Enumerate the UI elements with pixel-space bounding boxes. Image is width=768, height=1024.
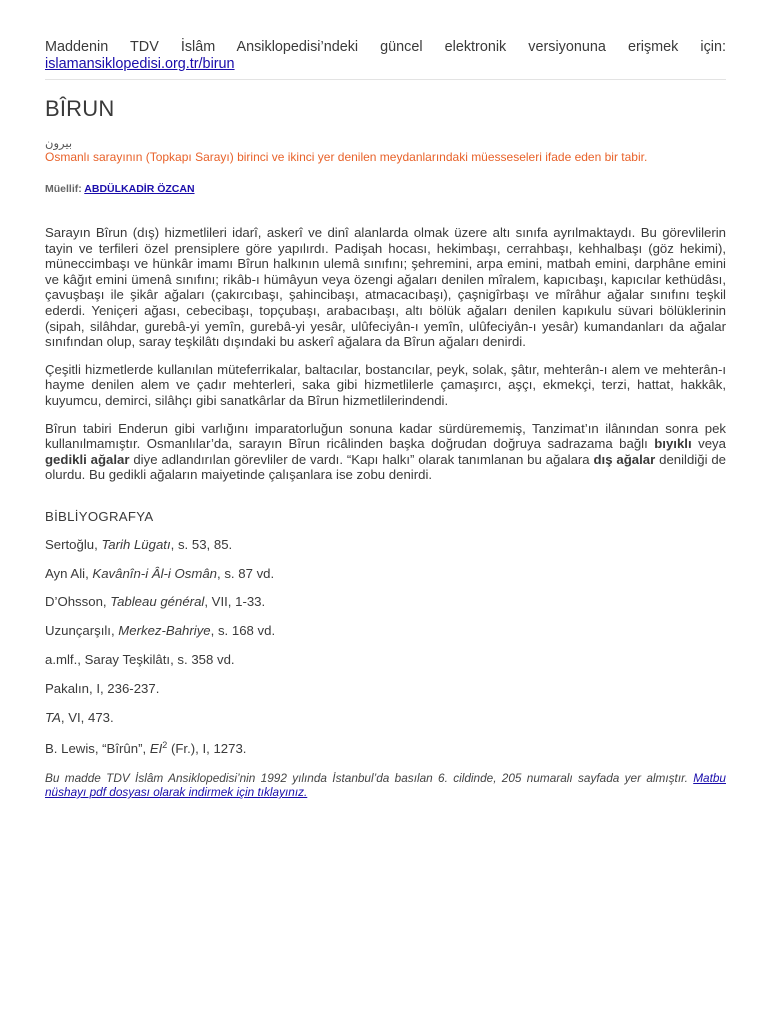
body-paragraph-2: Çeşitli hizmetlerde kullanılan müteferrikalar, baltacılar, bostancılar, peyk, solak, şâtır, mehterân-ı alem ve mehterân-ı hayme denilen alem ve çadır mehterleri, saka gibi hizmetlilerle çamaşırcı, aşçı, ekmekçi, terzi, hattat, hakkâk, kuyumcu, demirci, silâhçı gibi sanatkârlar da Bîrun hizmetlilerindendi. <box>45 361 726 408</box>
bibliography-item: a.mlf., Saray Teşkilâtı, s. 358 vd. <box>45 652 235 668</box>
header-divider <box>45 79 726 80</box>
bibliography-item: Ayn Ali, Kavânîn-i Âl-i Osmân, s. 87 vd. <box>45 565 275 581</box>
body-paragraph-1: Sarayın Bîrun (dış) hizmetlileri idarî, askerî ve dinî alanlarda olmak üzere altı sınıfa ayrılmaktaydı. Bu görevlilerin tayin ve terfileri özel prensiplere göre yapılırdı. Padişah hocası, hekimbaşı, cerrahbaşı, kehhalbaşı (göz hekimi), müneccimbaşı ve hünkâr imamı Bîrun halkının ulemâ sınıfını; şehremini, arpa emini, matbah emini, darphâne emini ve kâğıt emini ümenâ sınıfını; rikâb-ı hümâyun veya özengi ağaları denilen mîralem, kapıcıbaşı, kapıcılar kethüdâsı, çavuşbaşı ile şikâr ağaları (çakırcıbaşı, şahincibaşı, atmacacıbaşı), çaşnigîrbaşı ve mîrâhur ağalar sınıfını teşkil ederdi. Yeniçeri ağası, cebecibaşı, topçubaşı, arabacıbaşı, altı bölük ağaları denilen kapıkulu süvari bölüklerinin (sipah, silâhdar, gurebâ-yi yemîn, gurebâ-yi yesâr, ulûfeciyân-ı yemîn, ulûfeciyân-ı yesâr) kumandanları da ağalar sınıfından olup, saray teşkilâtı dışındaki bu askerî ağalara da Bîrun ağaları denirdi. <box>45 225 726 350</box>
bibliography-item: B. Lewis, “Bîrûn”, $EI^2$ (Fr.), I, 1273. <box>45 740 247 757</box>
online-version-link[interactable]: islamansiklopedisi.org.tr/birun <box>45 56 235 72</box>
bibliography-item: Pakalın, I, 236-237. <box>45 680 160 696</box>
footer-note <box>45 771 726 799</box>
author-link[interactable]: ABDÜLKADİR ÖZCAN <box>84 183 195 195</box>
article-summary: Osmanlı sarayının (Topkapı Sarayı) birinci ve ikinci yer denilen meydanlarındaki müesseseleri ifade eden bir tabir. <box>45 150 648 164</box>
term-dis-agalar: dış ağalar <box>593 451 656 467</box>
body-paragraph-3: Bîrun tabiri Enderun gibi varlığını imparatorluğun sonuna kadar sürdürememiş, Tanzimat’ın ilânından sonra pek kullanılmamıştır. Osmanlılar’da, sarayın Bîrun ricâlinden başka doğrudan doğruya sadrazama bağlı bıyıklı veya gedikli ağalar diye adlandırılan görevliler de vardı. “Kapı halkı” olarak tanımlanan bu ağalara dış ağalar denildiği de olurdu. Bu gedikli ağaların maiyetinde çalışanlara ise zobu denirdi. <box>45 420 727 483</box>
pdf-download-link[interactable]: Matbu nüshayı pdf dosyası olarak indirmek için tıklayınız. <box>45 770 726 799</box>
access-notice-text: Maddenin TDV İslâm Ansiklopedisi’ndeki güncel elektronik versiyonuna erişmek için: <box>45 39 726 55</box>
article-body <box>45 225 726 483</box>
bibliography-list <box>45 537 726 757</box>
bibliography-heading: BİBLİYOGRAFYA <box>45 508 154 524</box>
bibliography-item: Sertoğlu, Tarih Lügatı, s. 53, 85. <box>45 536 233 552</box>
article-page <box>45 39 726 799</box>
bibliography-item: Uzunçarşılı, Merkez-Bahriye, s. 168 vd. <box>45 623 276 639</box>
access-notice <box>45 39 726 73</box>
term-gedikli-agalar: gedikli ağalar <box>45 451 130 467</box>
bibliography-item: TA, VI, 473. <box>45 709 114 725</box>
footer-text: Bu madde TDV İslâm Ansiklopedisi’nin 1992 yılında İstanbul’da basılan 6. cildinde, 205 numaralı sayfada yer almıştır. <box>45 770 694 785</box>
term-biyikli: bıyıklı <box>654 436 692 452</box>
arabic-title: بيرون <box>45 136 73 150</box>
article-title: BÎRUN <box>45 96 115 121</box>
author-label: Müellif: <box>45 183 82 195</box>
author-line <box>45 183 726 195</box>
bibliography-item: D’Ohsson, Tableau général, VII, 1-33. <box>45 594 266 610</box>
